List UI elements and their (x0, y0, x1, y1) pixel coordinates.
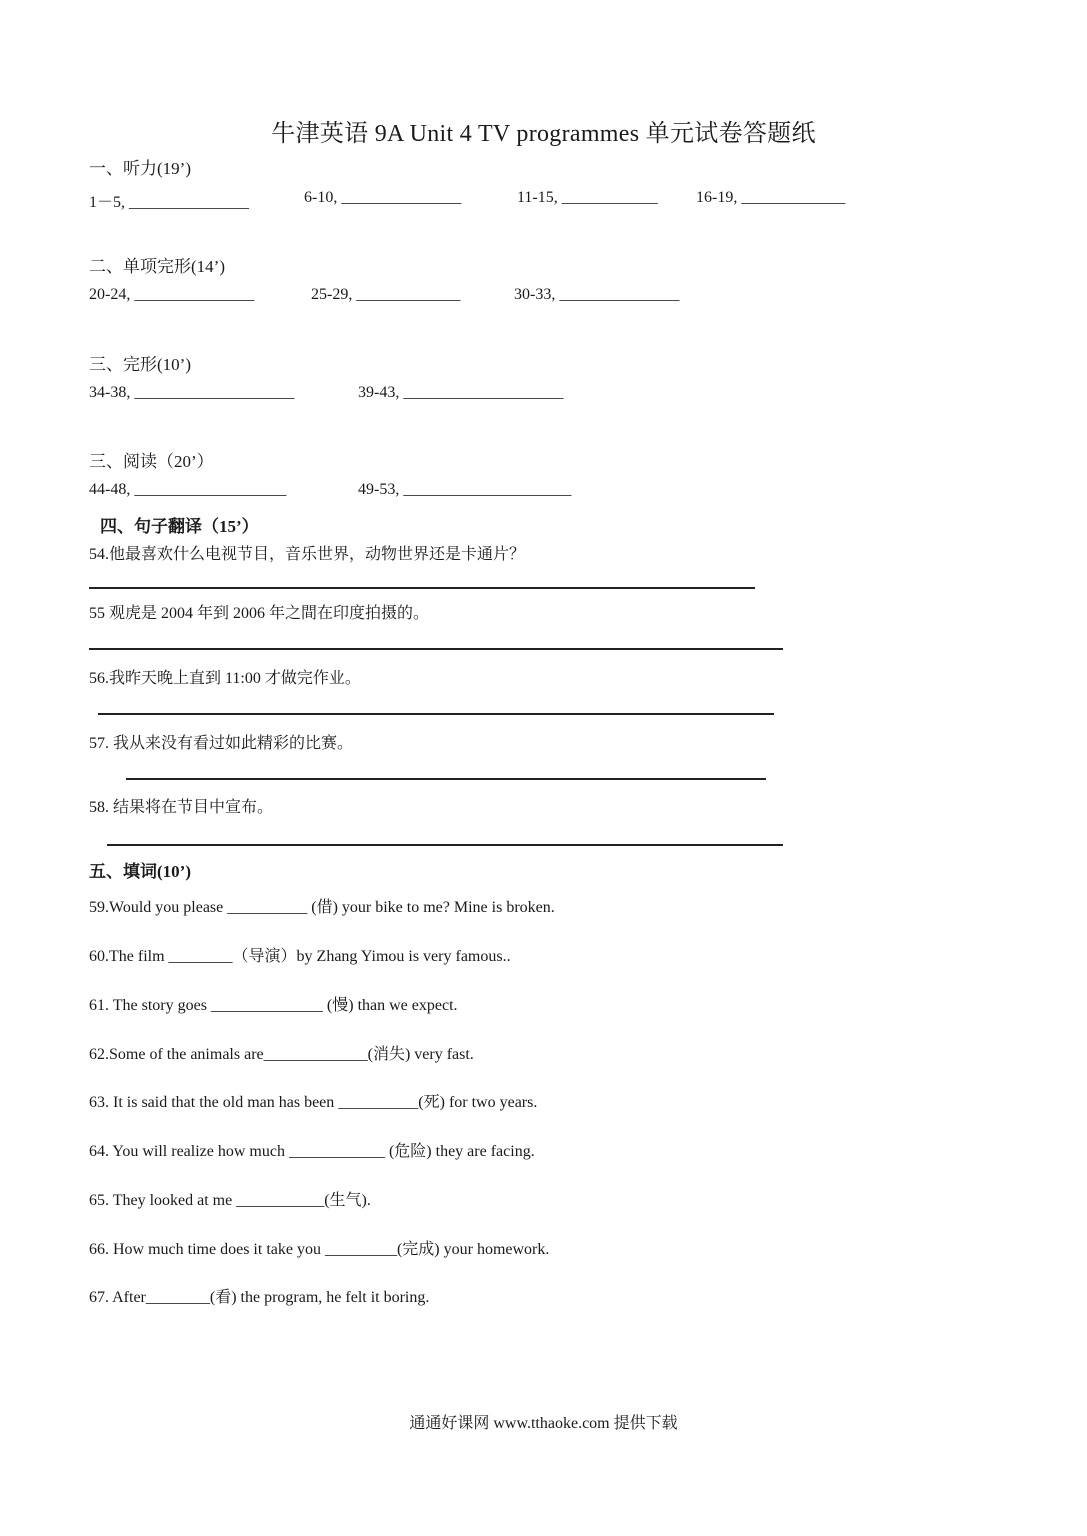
answer-blank: 30-33, _______________ (514, 286, 680, 303)
translation-question: 54.他最喜欢什么电视节目，音乐世界，动物世界还是卡通片？ (89, 546, 526, 563)
section-heading-cloze: 三、完形(10’) (89, 355, 191, 374)
translation-question: 57. 我从来没有看过如此精彩的比赛。 (89, 735, 354, 752)
section-heading-fill-words: 五、填词(10’) (89, 862, 191, 881)
answer-blank: 1－5, _______________ (89, 194, 250, 211)
answer-blank: 20-24, _______________ (89, 286, 255, 303)
fill-question: 59.Would you please __________ (借) your bike to me? Mine is broken. (89, 899, 555, 916)
answer-blank: 16-19, _____________ (696, 189, 846, 206)
fill-question: 67. After________(看) the program, he felt it boring. (89, 1289, 430, 1306)
translation-question: 58. 结果将在节目中宣布。 (89, 799, 274, 816)
fill-question: 60.The film ________（导演）by Zhang Yimou is very famous.. (89, 948, 511, 965)
answer-line (98, 713, 774, 715)
answer-line (107, 844, 783, 846)
answer-line (89, 648, 783, 650)
answer-line (126, 778, 766, 780)
page-footer: 通通好课网 www.tthaoke.com 提供下载 (409, 1415, 678, 1432)
fill-question: 64. You will realize how much ____________ (危险) they are facing. (89, 1143, 535, 1160)
section-heading-reading: 三、阅读（20’） (89, 452, 214, 471)
page-title: 牛津英语 9A Unit 4 TV programmes 单元试卷答题纸 (271, 121, 816, 147)
section-heading-translation: 四、句子翻译（15’） (100, 517, 259, 536)
answer-blank: 39-43, ____________________ (358, 384, 564, 401)
answer-line (89, 587, 755, 589)
fill-question: 63. It is said that the old man has been __________(死) for two years. (89, 1094, 538, 1111)
section-heading-listening: 一、听力(19’) (89, 159, 191, 178)
section-heading-single-choice: 二、单项完形(14’) (89, 257, 225, 276)
fill-question: 62.Some of the animals are_____________(消失) very fast. (89, 1046, 474, 1063)
answer-blank: 6-10, _______________ (304, 189, 462, 206)
translation-question: 55 观虎是 2004 年到 2006 年之間在印度拍摄的。 (89, 605, 430, 622)
answer-blank: 49-53, _____________________ (358, 481, 572, 498)
fill-question: 65. They looked at me ___________(生气). (89, 1192, 371, 1209)
answer-blank: 11-15, ____________ (517, 189, 658, 206)
fill-question: 66. How much time does it take you _________(完成) your homework. (89, 1241, 550, 1258)
answer-blank: 25-29, _____________ (311, 286, 461, 303)
fill-question: 61. The story goes ______________ (慢) than we expect. (89, 997, 458, 1014)
answer-blank: 44-48, ___________________ (89, 481, 287, 498)
translation-question: 56.我昨天晚上直到 11:00 才做完作业。 (89, 670, 361, 687)
answer-blank: 34-38, ____________________ (89, 384, 295, 401)
